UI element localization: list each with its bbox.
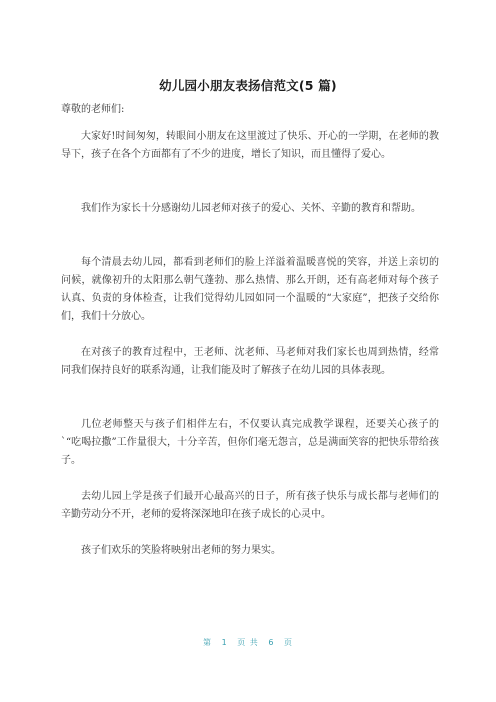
paragraph-3: 每个清晨去幼儿园，都看到老师们的脸上洋溢着温暖喜悦的笑容，并送上亲切的问候，就像初升的太阳那么朝气蓬勃、那么热情、那么开朗，还有高老师对每个孩子认真、负责的身体检查，让我们觉得幼儿园如同一个温暖的“大家庭”，把孩子交给你们，我们十分放心。 (61, 257, 439, 322)
footer-current-page: 1 (221, 638, 228, 647)
paragraph-5: 几位老师整天与孩子们相伴左右，不仅要认真完成教学课程，还要关心孩子的`“吃喝拉撒”工作量很大，十分辛苦，但你们毫无怨言，总是满面笑容的把快乐带给孩子。 (61, 419, 439, 466)
paragraph-1: 大家好!时间匆匆，转眼间小朋友在这里渡过了快乐、开心的一学期，在老师的教导下，孩子在各个方面都有了不少的进度，增长了知识，而且懂得了爱心。 (61, 131, 439, 160)
page-footer (0, 637, 496, 648)
footer-prefix: 第 (203, 638, 213, 647)
footer-middle: 页 共 (237, 638, 259, 647)
paragraph-4: 在对孩子的教育过程中，王老师、沈老师、马老师对我们家长也周到热情，经常同我们保持良好的联系沟通，让我们能及时了解孩子在幼儿园的具体表现。 (61, 347, 439, 376)
paragraph-6: 去幼儿园上学是孩子们最开心最高兴的日子，所有孩子快乐与成长都与老师们的辛勤劳动分不开，老师的爱将深深地印在孩子成长的心灵中。 (61, 491, 439, 520)
footer-total-pages: 6 (268, 638, 275, 647)
footer-suffix: 页 (283, 638, 293, 647)
paragraph-7: 孩子们欢乐的笑脸将映射出老师的努力果实。 (81, 545, 281, 556)
salutation: 尊敬的老师们: (61, 104, 125, 115)
paragraph-2: 我们作为家长十分感谢幼儿园老师对孩子的爱心、关怀、辛勤的教育和帮助。 (81, 203, 421, 214)
document-title: 幼儿园小朋友表扬信范文(5 篇) (159, 78, 337, 93)
